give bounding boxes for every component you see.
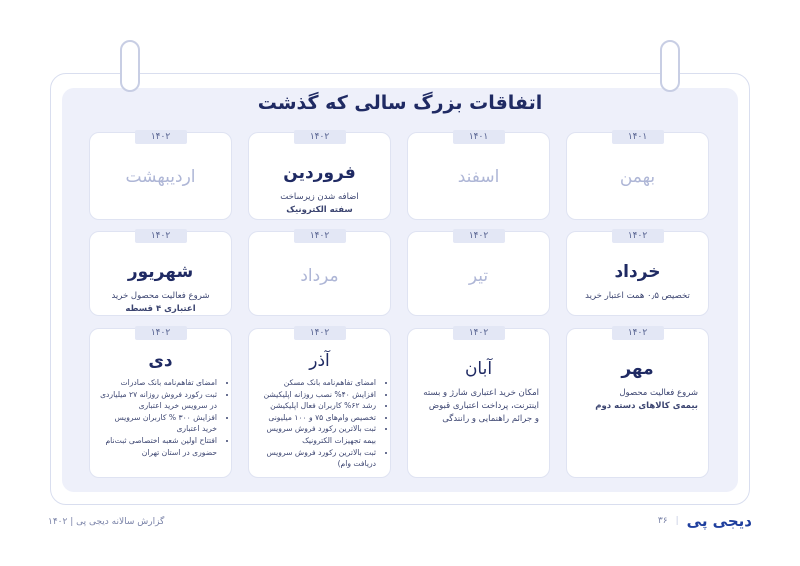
- month-name: بهمن: [619, 167, 656, 187]
- month-description: شروع فعالیت محصول خرید اعتباری ۴ قسطه: [111, 291, 210, 314]
- month-name: دی: [148, 351, 173, 371]
- month-name: تیر: [468, 266, 489, 286]
- month-name: آذر: [309, 351, 330, 371]
- month-card-mehr: [566, 328, 709, 478]
- month-description: شروع فعالیت محصول بیمه‌ی کالاهای دسته دوم: [595, 388, 698, 411]
- event-list: [90, 377, 231, 458]
- list-item: • امضای تفاهم‌نامه بانک مسکن: [257, 377, 376, 389]
- month-card-mordad: [248, 231, 391, 316]
- month-name: مهر: [621, 359, 654, 379]
- year-tab: ۱۴۰۲: [453, 326, 505, 340]
- month-name: مرداد: [300, 266, 339, 286]
- year-tab: ۱۴۰۲: [612, 326, 664, 340]
- list-item: • ثبت بالاترین رکورد فروش سرویس دریافت وام): [257, 447, 376, 470]
- year-tab: ۱۴۰۲: [294, 130, 346, 144]
- binder-ring-left: [120, 40, 140, 92]
- month-description: امکان خرید اعتباری شارژ و بسته اینترنت، پرداخت اعتباری قبوض و جرائم راهنمایی و رانندگی: [423, 388, 539, 424]
- year-tab: ۱۴۰۲: [135, 130, 187, 144]
- page-number: ۳۶: [657, 516, 668, 526]
- month-card-azar: [248, 328, 391, 478]
- month-name: آبان: [464, 359, 493, 379]
- year-tab: ۱۴۰۲: [135, 229, 187, 243]
- month-name: شهریور: [127, 262, 194, 282]
- binder-ring-right: [660, 40, 680, 92]
- month-name: اسفند: [457, 167, 500, 187]
- list-item: • تخصیص وام‌های ۷۵ و ۱۰۰ میلیونی: [257, 412, 376, 424]
- digipay-logo: دیجی پی: [686, 512, 752, 530]
- month-card-aban: [407, 328, 550, 478]
- year-tab: ۱۴۰۲: [612, 229, 664, 243]
- list-item: • افزایش ۴۰% نصب روزانه اپلیکیشن: [257, 389, 376, 401]
- year-tab: ۱۴۰۱: [453, 130, 505, 144]
- year-tab: ۱۴۰۲: [294, 229, 346, 243]
- list-item: • ثبت بالاترین رکورد فروش سرویس بیمه تجهیزات الکترونیک: [257, 423, 376, 446]
- month-card-dey: [89, 328, 232, 478]
- month-card-farvardin: [248, 132, 391, 220]
- month-description: تخصیص ۰٫۵ همت اعتبار خرید: [585, 291, 690, 301]
- year-tab: ۱۴۰۱: [612, 130, 664, 144]
- month-card-bahman: [566, 132, 709, 220]
- report-footer: گزارش سالانه دیجی پی | ۱۴۰۲: [48, 517, 165, 527]
- list-item: • افتتاح اولین شعبه اختصاصی ثبت‌نام حضوری در استان تهران: [98, 435, 217, 458]
- brand-footer: [658, 512, 752, 530]
- month-card-esfand: [407, 132, 550, 220]
- footer-divider: |: [675, 516, 679, 526]
- year-tab: ۱۴۰۲: [453, 229, 505, 243]
- list-item: • رشد ۶۲% کاربران فعال اپلیکیشن: [257, 400, 376, 412]
- list-item: • افزایش ۳۰۰ % کاربران سرویس خرید اعتباری: [98, 412, 217, 435]
- page-title: اتفاقات بزرگ سالی که گذشت: [257, 92, 543, 114]
- month-description: اضافه شدن زیرساخت سفته الکترونیک: [280, 192, 359, 215]
- month-card-tir: [407, 231, 550, 316]
- month-name: خرداد: [614, 262, 661, 282]
- list-item: • امضای تفاهم‌نامه بانک صادرات: [98, 377, 217, 389]
- month-card-khordad: [566, 231, 709, 316]
- month-card-ordibehesht: [89, 132, 232, 220]
- month-card-shahrivar: [89, 231, 232, 316]
- event-list: [249, 377, 390, 470]
- year-tab: ۱۴۰۲: [294, 326, 346, 340]
- month-name: فروردین: [283, 163, 356, 183]
- year-tab: ۱۴۰۲: [135, 326, 187, 340]
- month-name: اردیبهشت: [125, 167, 196, 187]
- list-item: • ثبت رکورد فروش روزانه ۲۷ میلیاردی در سرویس خرید اعتباری: [98, 389, 217, 412]
